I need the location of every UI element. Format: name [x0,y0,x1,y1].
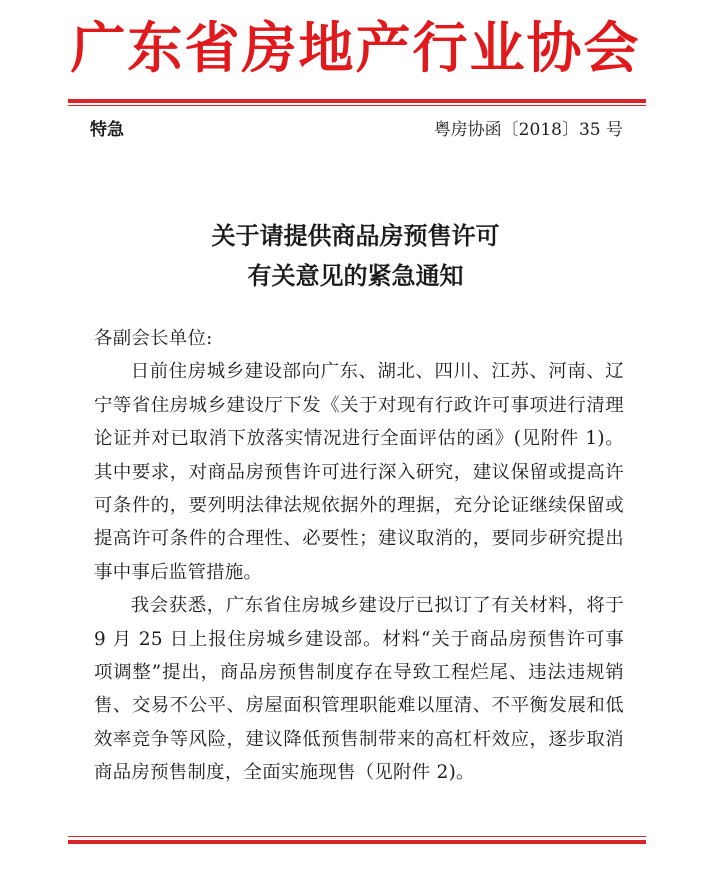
body-paragraph-1: 日前住房城乡建设部向广东、湖北、四川、江苏、河南、辽宁等省住房城乡建设厅下发《关于对现有行政许可事项进行清理论证并对已取消下放落实情况进行全面评估的函》(见附件 1)。其中要求，对商品房预售许可进行深入研究，建议保留或提高许可条件的，要列明法律法规依据外的理据，充分论证继续保留或提高许可条件的合理性、必要性；建议取消的，要同步研究提出事中事后监管措施。 [94,361,624,583]
letterhead-rule-thin [68,105,646,106]
document-title [0,216,711,296]
letterhead-rule-thick [68,99,646,103]
document-title-line-2: 有关意见的紧急通知 [247,261,464,290]
salutation: 各副会长单位: [94,328,213,349]
urgency-label: 特急 [90,120,124,140]
body-paragraph-2: 我会获悉，广东省住房城乡建设厅已拟订了有关材料，将于9 月 25 日上报住房城乡建设部。材料“关于商品房预售许可事项调整”提出，商品房预售制度存在导致工程烂尾、违法违规销售、交易不公平、房屋面积管理职能难以厘清、不平衡发展和低效率竞争等风险，建议降低预售制带来的高杠杆效应，逐步取消商品房预售制度，全面实施现售（见附件 2)。 [94,595,624,784]
footer-rule-thin [68,836,646,837]
document-body [94,322,624,790]
document-number: 粤房协函〔2018〕35 号 [433,120,623,140]
document-title-line-1: 关于请提供商品房预售许可 [211,221,500,250]
letterhead-org-name: 广东省房地产行业协会 [70,15,641,80]
footer-rule-thick [68,840,646,844]
